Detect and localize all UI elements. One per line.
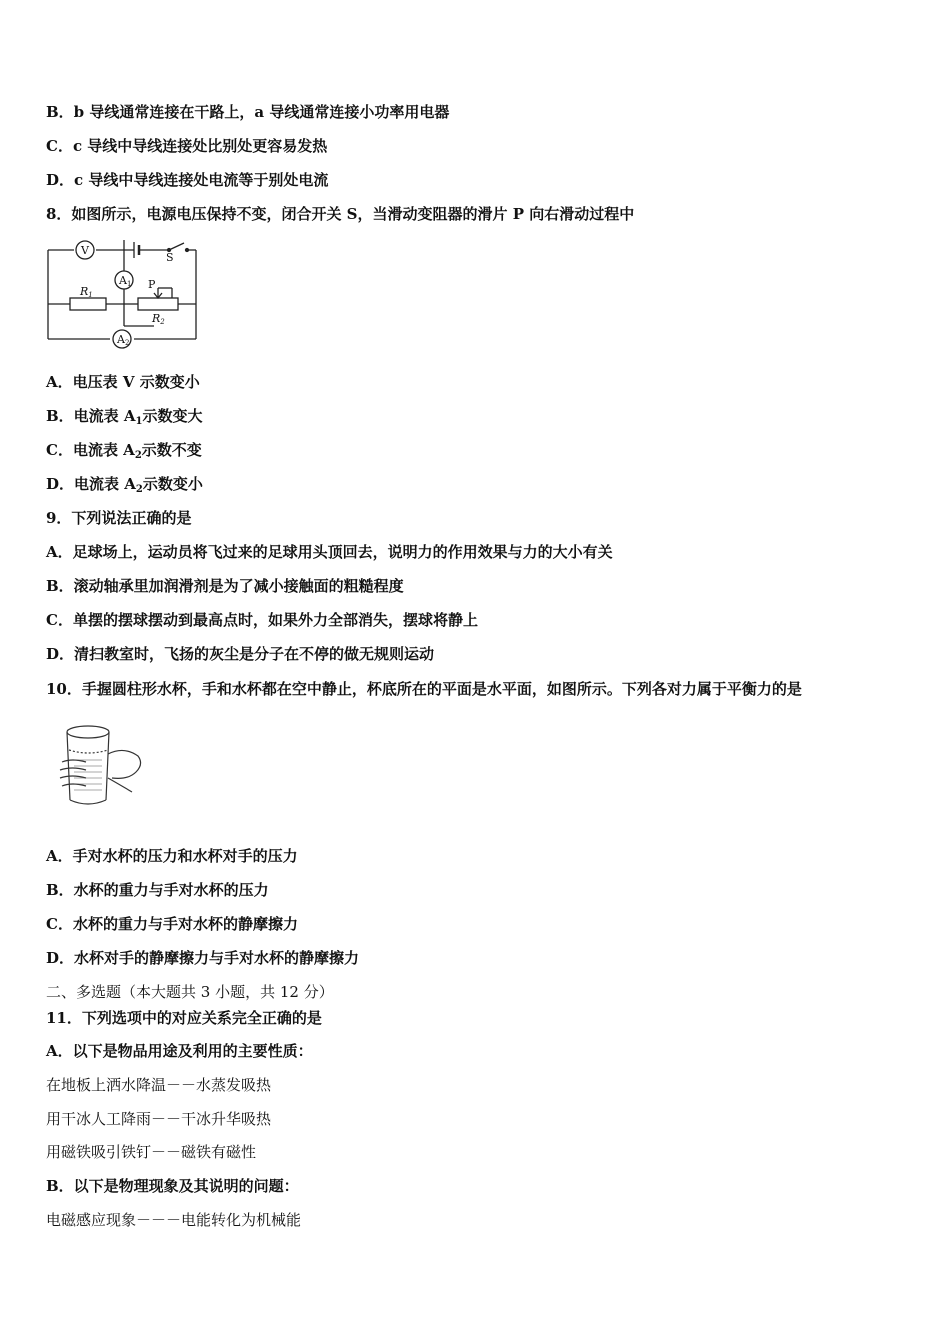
q10-stem: 10．手握圆柱形水杯，手和水杯都在空中静止，杯底所在的平面是水平面，如图所示。下列各对力属于平衡力的是 bbox=[46, 680, 802, 698]
voltmeter-label: V bbox=[81, 244, 89, 257]
q8-option-b-text: B．电流表 A bbox=[46, 407, 136, 425]
q10-option-d: D．水杯对手的静摩擦力与手对水杯的静摩擦力 bbox=[46, 949, 360, 967]
q7-option-c: C．c 导线中导线连接处比别处更容易发热 bbox=[46, 137, 328, 155]
r1-label: R1 bbox=[80, 285, 93, 299]
q8-option-b-sub: 1 bbox=[135, 416, 143, 427]
q8-option-c bbox=[46, 440, 202, 466]
q8-option-c-text: C．电流表 A bbox=[46, 441, 135, 459]
q11-b-item-1: 电磁感应现象－－－电能转化为机械能 bbox=[46, 1211, 302, 1229]
q9-stem: 9．下列说法正确的是 bbox=[46, 509, 192, 527]
q8-option-b-post: 示数变大 bbox=[142, 407, 203, 425]
q8-option-d-sub: 2 bbox=[135, 484, 143, 495]
r2-label: R2 bbox=[152, 312, 165, 326]
ammeter-a1-label: A1 bbox=[119, 274, 132, 288]
cup-in-hand-figure bbox=[52, 720, 148, 812]
q9-option-d: D．清扫教室时，飞扬的灰尘是分子在不停的做无规则运动 bbox=[46, 645, 435, 663]
q8-stem: 8．如图所示，电源电压保持不变，闭合开关 S，当滑动变阻器的滑片 P 向右滑动过程中 bbox=[46, 205, 635, 223]
q8-option-d-text: D．电流表 A bbox=[46, 475, 136, 493]
q11-a-item-3: 用磁铁吸引铁钉－－磁铁有磁性 bbox=[46, 1143, 257, 1161]
q8-option-b bbox=[46, 406, 203, 432]
q8-option-d-post: 示数变小 bbox=[142, 475, 203, 493]
q11-option-a: A．以下是物品用途及利用的主要性质： bbox=[46, 1042, 313, 1060]
switch-label: S bbox=[166, 251, 174, 264]
ammeter-a2-label: A2 bbox=[117, 333, 130, 347]
q11-option-b: B．以下是物理现象及其说明的问题： bbox=[46, 1177, 299, 1195]
q10-option-a: A．手对水杯的压力和水杯对手的压力 bbox=[46, 847, 298, 865]
slider-label: P bbox=[148, 278, 156, 291]
q7-option-b: B．b 导线通常连接在干路上，a 导线通常连接小功率用电器 bbox=[46, 103, 450, 121]
q8-option-d bbox=[46, 474, 203, 500]
circuit-diagram bbox=[44, 236, 204, 354]
q11-a-item-2: 用干冰人工降雨－－干冰升华吸热 bbox=[46, 1110, 272, 1128]
q7-option-d: D．c 导线中导线连接处电流等于别处电流 bbox=[46, 171, 329, 189]
q11-stem: 11．下列选项中的对应关系完全正确的是 bbox=[46, 1009, 322, 1027]
q10-option-b: B．水杯的重力与手对水杯的压力 bbox=[46, 881, 269, 899]
q11-a-item-1: 在地板上洒水降温－－水蒸发吸热 bbox=[46, 1076, 272, 1094]
q8-option-c-post: 示数不变 bbox=[141, 441, 202, 459]
section-heading: 二、多选题（本大题共 3 小题，共 12 分） bbox=[46, 983, 334, 1001]
q9-option-a: A．足球场上，运动员将飞过来的足球用头顶回去，说明力的作用效果与力的大小有关 bbox=[46, 543, 613, 561]
q9-option-b: B．滚动轴承里加润滑剂是为了减小接触面的粗糙程度 bbox=[46, 577, 404, 595]
q10-option-c: C．水杯的重力与手对水杯的静摩擦力 bbox=[46, 915, 298, 933]
q9-option-c: C．单摆的摆球摆动到最高点时，如果外力全部消失，摆球将静上 bbox=[46, 611, 478, 629]
q8-option-c-sub: 2 bbox=[134, 450, 142, 461]
q8-option-a: A．电压表 V 示数变小 bbox=[46, 373, 200, 391]
